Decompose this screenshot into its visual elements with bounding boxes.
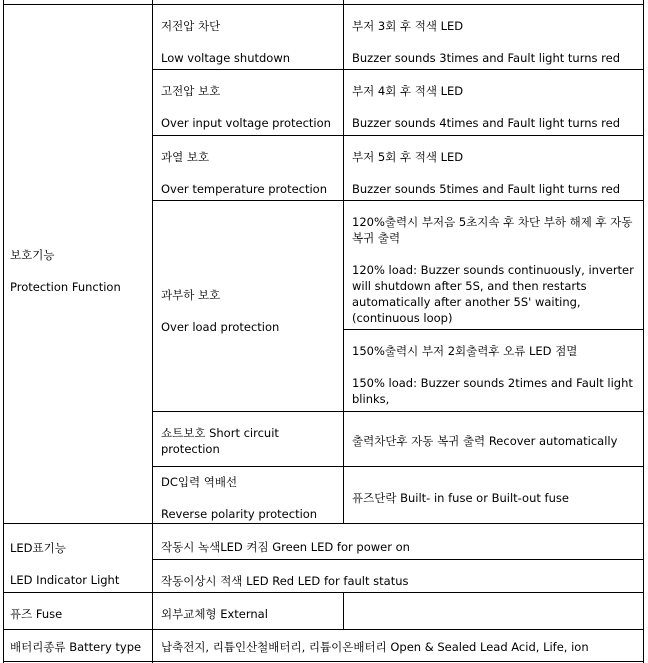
divider-led [3,523,644,524]
divider-col2-upper [343,0,344,523]
low-voltage-desc-en: Buzzer sounds 3times and Fault light turns red [352,51,621,65]
divider-col1 [152,0,153,663]
divider-fuse [3,592,644,593]
fuse-value: 외부교체형 External [161,607,268,621]
divider-row2 [152,135,644,136]
divider-row1 [152,69,644,70]
divider-battery [3,629,644,630]
reverse-polarity-name-ko: DC입력 역배선 [161,475,238,489]
reverse-polarity-desc: 퓨즈단락 Built- in fuse or Built-out fuse [352,491,569,505]
over-temp-name-en: Over temperature protection [161,182,328,196]
over-voltage-desc-en: Buzzer sounds 4times and Fault light turns red [352,116,621,130]
divider-row5 [152,466,644,467]
divider-overload-sub [343,329,644,330]
overload-120-desc-en: 120% load: Buzzer sounds continuously, inverter will shutdown after 5S, and then restarts automatically after another 5S' waiting, (continuous loop) [352,263,634,325]
led-label-ko: LED표기능 [10,541,66,555]
overload-150-desc-en: 150% load: Buzzer sounds 2times and Fault light blinks, [352,376,633,406]
overload-120-desc-ko: 120%출력시 부저음 5초지속 후 차단 부하 해제 후 자동 복귀 출력 [352,215,633,245]
protection-label-ko: 보호기능 [10,248,55,262]
battery-label: 배터리종류 Battery type [10,640,142,654]
divider-led-sub [152,559,644,560]
overload-name-ko: 과부하 보호 [161,288,221,302]
battery-value: 납축전지, 리튬인산철배터리, 리튬이온배터리 Open & Sealed Lead Acid, Life, ion [161,640,589,654]
reverse-polarity-name-en: Reverse polarity protection [161,507,318,521]
low-voltage-name-en: Low voltage shutdown [161,51,291,65]
border-top [3,4,644,5]
border-left [3,0,4,663]
divider-row3 [152,200,644,201]
over-temp-name-ko: 과열 보호 [161,150,210,164]
low-voltage-name-ko: 저전압 차단 [161,19,221,33]
overload-name-en: Over load protection [161,320,280,334]
over-temp-desc-ko: 부저 5회 후 적색 LED [352,150,464,164]
fuse-label: 퓨즈 Fuse [10,607,63,621]
divider-row4 [152,411,644,412]
short-circuit-desc: 출력차단후 자동 복귀 출력 Recover automatically [352,434,618,448]
short-circuit-name: 쇼트보호 Short circuit protection [161,426,279,456]
overload-150-desc-ko: 150%출력시 부저 2회출력후 오류 LED 점멸 [352,344,578,358]
protection-label-en: Protection Function [10,280,121,294]
low-voltage-desc-ko: 부저 3회 후 적색 LED [352,19,464,33]
border-bottom [3,661,644,662]
over-temp-desc-en: Buzzer sounds 5times and Fault light turns red [352,182,621,196]
over-voltage-name-ko: 고전압 보호 [161,84,221,98]
border-right [643,0,644,663]
over-voltage-desc-ko: 부저 4회 후 적색 LED [352,84,464,98]
led-label-en: LED Indicator Light [10,573,120,587]
led-fault-desc: 작동이상시 적색 LED Red LED for fault status [161,574,409,588]
over-voltage-name-en: Over input voltage protection [161,116,331,130]
divider-col2-fuse [343,592,344,629]
led-power-desc: 작동시 녹색LED 켜짐 Green LED for power on [161,540,410,554]
